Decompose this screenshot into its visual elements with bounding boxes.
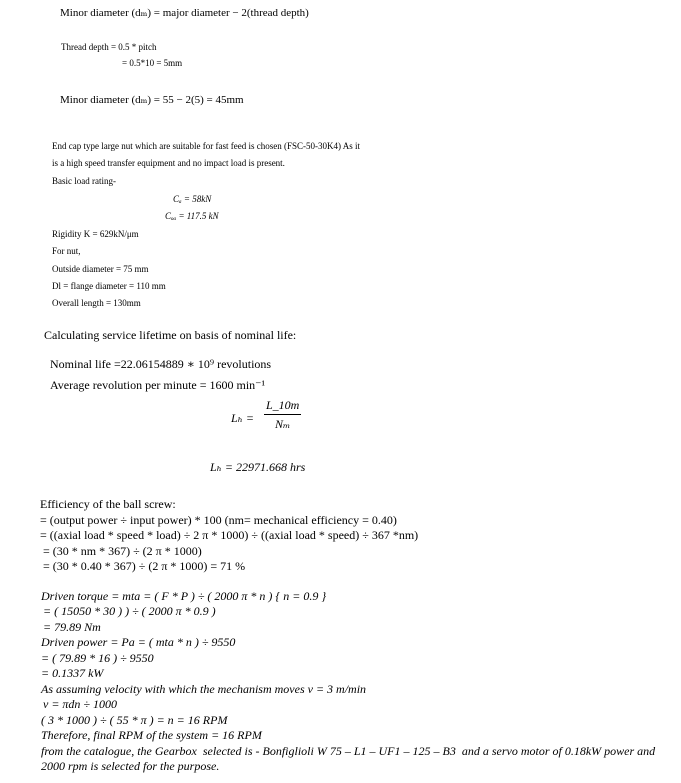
- lh-result: Lₕ = 22971.668 hrs: [210, 460, 306, 474]
- final-rpm: Therefore, final RPM of the system = 16 RPM: [41, 728, 262, 742]
- driven-torque-result: = 79.89 Nm: [43, 620, 101, 634]
- thread-depth-value: = 0.5*10 = 5mm: [122, 58, 183, 68]
- minor-diameter-value: Minor diameter (dₘ) = 55 − 2(5) = 45mm: [60, 94, 244, 106]
- rpm-calculation: ( 3 * 1000 ) ÷ ( 55 * π ) = n = 16 RPM: [41, 713, 228, 727]
- gearbox-selection-cont: 2000 rpm is selected for the purpose.: [41, 759, 220, 773]
- efficiency-title: Efficiency of the ball screw:: [40, 497, 176, 511]
- driven-torque-sub: = ( 15050 * 30 ) ) ÷ ( 2000 π * 0.9 ): [43, 604, 216, 618]
- rigidity-value: Rigidity K = 629kN/μm: [52, 229, 139, 239]
- driven-torque: Driven torque = mta = ( F * P ) ÷ ( 2000 π * n ) { n = 0.9 }: [41, 589, 327, 603]
- ca-value: Cₐ = 58kN: [173, 194, 212, 204]
- outside-diameter: Outside diameter = 75 mm: [52, 264, 149, 274]
- nut-selection-text-1: End cap type large nut which are suitable for fast feed is chosen (FSC-50-30K4) As it: [52, 141, 361, 151]
- service-lifetime-heading: Calculating service lifetime on basis of nominal life:: [44, 328, 297, 342]
- average-revolution: Average revolution per minute = 1600 min⁻¹: [50, 378, 266, 392]
- lh-fraction: [264, 398, 301, 432]
- nominal-life: Nominal life =22.06154889 ∗ 10⁹ revolutions: [50, 357, 272, 371]
- lh-numerator: L_10m: [266, 398, 300, 412]
- thread-depth-line: Thread depth = 0.5 * pitch: [61, 42, 157, 52]
- efficiency-line-1: = (output power ÷ input power) * 100 (nm= mechanical efficiency = 0.40): [40, 513, 397, 527]
- overall-length: Overall length = 130mm: [52, 298, 141, 308]
- lh-lhs: Lₕ =: [231, 411, 254, 425]
- flange-diameter: Dl = flange diameter = 110 mm: [52, 281, 166, 291]
- basic-load-rating-label: Basic load rating-: [52, 176, 116, 186]
- driven-power: Driven power = Pa = ( mta * n ) ÷ 9550: [41, 635, 236, 649]
- velocity-assumption: As assuming velocity with which the mechanism moves v = 3 m/min: [41, 682, 367, 696]
- lh-denominator: Nₘ: [274, 417, 291, 431]
- minor-diameter-formula: Minor diameter (dₘ) = major diameter − 2(thread depth): [60, 7, 309, 19]
- efficiency-line-3: = (30 * nm * 367) ÷ (2 π * 1000): [43, 544, 202, 558]
- efficiency-line-2: = ((axial load * speed * load) ÷ 2 π * 1000) ÷ ((axial load * speed) ÷ 367 *nm): [40, 528, 419, 542]
- efficiency-line-4: = (30 * 0.40 * 367) ÷ (2 π * 1000) = 71 %: [43, 559, 246, 573]
- coa-value: Cₒₐ = 117.5 kN: [165, 211, 219, 221]
- driven-power-result: = 0.1337 kW: [41, 666, 104, 680]
- fraction-bar: [264, 414, 301, 415]
- for-nut-label: For nut,: [52, 246, 81, 256]
- gearbox-selection: from the catalogue, the Gearbox selected is - Bonfiglioli W 75 – L1 – UF1 – 125 – B3 and a servo motor of 0.18kW power and: [41, 744, 656, 758]
- driven-power-sub: = ( 79.89 * 16 ) ÷ 9550: [41, 651, 154, 665]
- nut-selection-text-2: is a high speed transfer equipment and no impact load is present.: [52, 158, 285, 168]
- velocity-formula: v = πdn ÷ 1000: [43, 697, 118, 711]
